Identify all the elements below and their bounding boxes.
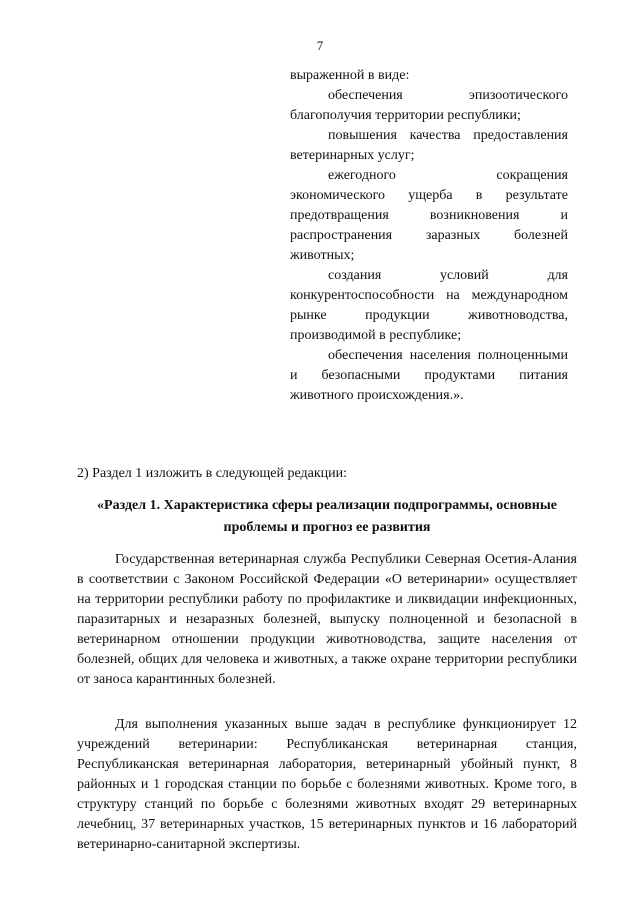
continuation-item: обеспечения эпизоотического благополучия территории республики;	[290, 88, 568, 123]
continuation-line: выраженной в виде:	[290, 68, 410, 83]
continuation-item: обеспечения населения полноценными и безопасными продуктами питания животного происхождения.».	[290, 348, 568, 403]
continuation-item: повышения качества предоставления ветеринарных услуг;	[290, 128, 568, 163]
body-paragraph: Государственная ветеринарная служба Республики Северная Осетия-Алания в соответствии с Законом Российской Федерации «О ветеринарии» осуществляет на территории республики работу по профилактике и ликвидации инфекционных, паразитарных и незаразных болезней, выпуску полноценной и безопасной в ветеринарном отношении продукции животноводства, защите населения от болезней, общих для человека и животных, а также охране территории республики от заноса карантинных болезней.	[77, 552, 577, 687]
section-title: «Раздел 1. Характеристика сферы реализации подпрограммы, основные проблемы и прогноз ее развития	[97, 498, 557, 535]
amendment-instruction: 2) Раздел 1 изложить в следующей редакции:	[77, 466, 348, 481]
continuation-item: ежегодного сокращения экономического ущерба в результате предотвращения возникновения и распространения заразных болезней животных;	[290, 168, 568, 263]
continuation-item: создания условий для конкурентоспособности на международном рынке продукции животноводства, производимой в республике;	[290, 268, 568, 343]
continuation-block	[290, 66, 568, 406]
page-number: 7	[316, 38, 324, 53]
body-paragraph: Для выполнения указанных выше задач в республике функционирует 12 учреждений ветеринарии: Республиканская ветеринарная станция, Республиканская ветеринарная лаборатория, ветеринарный убойный пункт, 8 районных и 1 городская станции по борьбе с болезнями животных. Кроме того, в структуру станций по борьбе с болезнями животных входят 29 ветеринарных лечебниц, 37 ветеринарных участков, 15 ветеринарных пунктов и 16 лабораторий ветеринарно-санитарной экспертизы.	[77, 717, 577, 852]
